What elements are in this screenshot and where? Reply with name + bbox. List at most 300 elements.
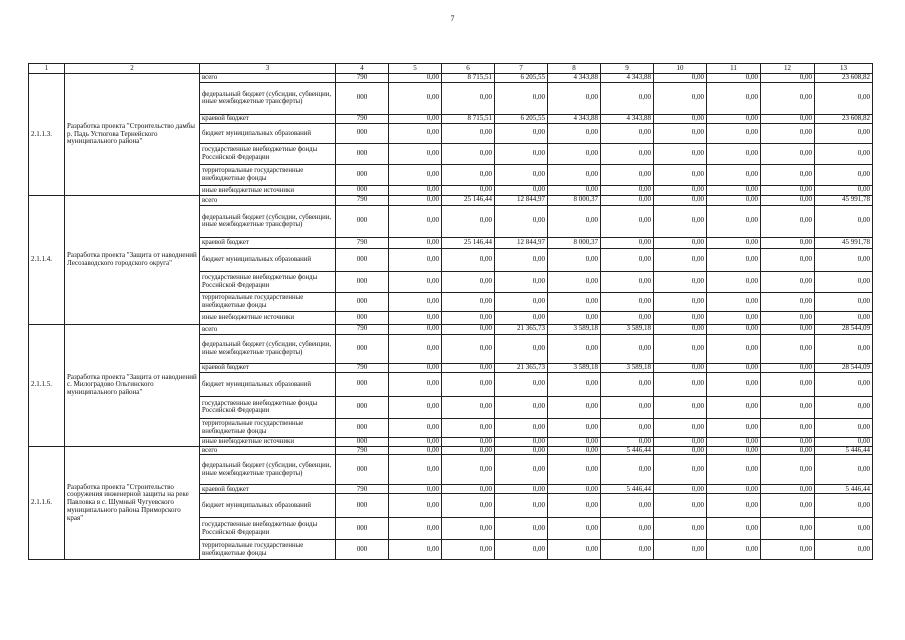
amount-cell: 0,00: [761, 164, 815, 185]
funding-source: государственные внебюджетные фонды Российской Федерации: [200, 271, 336, 292]
funding-source: всего: [200, 195, 336, 205]
funding-source: всего: [200, 74, 336, 83]
amount-cell: 0,00: [761, 324, 815, 334]
funding-source: федеральный бюджет (субсидии, субвенции, иные межбюджетные трансферты): [200, 455, 336, 485]
amount-cell: 0,00: [761, 82, 815, 114]
amount-cell: 0,00: [389, 292, 442, 311]
amount-cell: 0,00: [495, 485, 548, 494]
funding-source: иные внебюджетные источники: [200, 311, 336, 324]
funding-source: бюджет муниципальных образований: [200, 372, 336, 396]
amount-cell: 0,00: [707, 494, 761, 518]
amount-cell: 0,00: [442, 292, 495, 311]
amount-cell: 0,00: [707, 437, 761, 446]
funding-source: бюджет муниципальных образований: [200, 248, 336, 271]
amount-cell: 0,00: [389, 74, 442, 83]
amount-cell: 0,00: [495, 518, 548, 540]
budget-code: 000: [336, 437, 389, 446]
amount-cell: 0,00: [601, 437, 654, 446]
amount-cell: 0,00: [761, 363, 815, 372]
amount-cell: 0,00: [654, 437, 707, 446]
amount-cell: 0,00: [601, 123, 654, 143]
amount-cell: 0,00: [548, 485, 601, 494]
amount-cell: 0,00: [442, 185, 495, 195]
amount-cell: 0,00: [601, 396, 654, 418]
budget-code: 790: [336, 446, 389, 455]
funding-source: государственные внебюджетные фонды Российской Федерации: [200, 396, 336, 418]
amount-cell: 0,00: [442, 123, 495, 143]
amount-cell: 0,00: [654, 372, 707, 396]
item-title: Разработка проекта "Защита от наводнений с. Милоградово Ольгинского муниципального района": [65, 324, 200, 446]
item-index: 2.1.1.6.: [29, 446, 65, 560]
amount-cell: 0,00: [442, 164, 495, 185]
column-header: 9: [601, 64, 654, 74]
amount-cell: 0,00: [495, 494, 548, 518]
amount-cell: 0,00: [707, 195, 761, 205]
amount-cell: 6 205,55: [495, 114, 548, 123]
amount-cell: 8 000,37: [548, 195, 601, 205]
budget-code: 000: [336, 494, 389, 518]
amount-cell: 0,00: [761, 485, 815, 494]
amount-cell: 0,00: [707, 334, 761, 363]
budget-code: 790: [336, 74, 389, 83]
amount-cell: 0,00: [495, 205, 548, 237]
amount-cell: 0,00: [389, 114, 442, 123]
column-header: 13: [815, 64, 873, 74]
budget-code: 000: [336, 205, 389, 237]
amount-cell: 3 589,18: [548, 363, 601, 372]
amount-cell: 21 365,73: [495, 324, 548, 334]
amount-cell: 0,00: [442, 494, 495, 518]
amount-cell: 5 446,44: [601, 485, 654, 494]
amount-cell: 0,00: [654, 311, 707, 324]
budget-code: 790: [336, 237, 389, 248]
amount-cell: 0,00: [495, 248, 548, 271]
amount-cell: 0,00: [389, 396, 442, 418]
amount-cell: 0,00: [761, 396, 815, 418]
amount-cell: 0,00: [707, 82, 761, 114]
amount-cell: 0,00: [654, 334, 707, 363]
amount-cell: 0,00: [601, 334, 654, 363]
budget-code: 790: [336, 324, 389, 334]
amount-cell: 3 589,18: [601, 324, 654, 334]
funding-source: бюджет муниципальных образований: [200, 123, 336, 143]
amount-cell: 0,00: [495, 123, 548, 143]
amount-cell: 0,00: [495, 164, 548, 185]
amount-cell: 0,00: [442, 540, 495, 560]
amount-cell: 0,00: [707, 123, 761, 143]
table-row: [29, 74, 873, 83]
amount-cell: 0,00: [495, 396, 548, 418]
column-header: 8: [548, 64, 601, 74]
amount-cell: 0,00: [389, 446, 442, 455]
amount-cell: 0,00: [654, 418, 707, 437]
amount-cell: 0,00: [654, 248, 707, 271]
budget-code: 000: [336, 396, 389, 418]
amount-cell: 0,00: [707, 455, 761, 485]
column-header: 6: [442, 64, 495, 74]
amount-cell: 0,00: [389, 518, 442, 540]
amount-cell: 0,00: [707, 324, 761, 334]
amount-cell: 0,00: [548, 271, 601, 292]
amount-cell: 0,00: [707, 114, 761, 123]
column-header: 7: [495, 64, 548, 74]
amount-cell: 0,00: [654, 237, 707, 248]
amount-cell: 0,00: [601, 518, 654, 540]
amount-cell: 0,00: [815, 205, 873, 237]
budget-code: 000: [336, 540, 389, 560]
funding-source: федеральный бюджет (субсидии, субвенции, иные межбюджетные трансферты): [200, 334, 336, 363]
amount-cell: 0,00: [548, 494, 601, 518]
table-body: [29, 74, 873, 560]
amount-cell: 0,00: [654, 324, 707, 334]
amount-cell: 0,00: [815, 143, 873, 164]
amount-cell: 0,00: [495, 418, 548, 437]
amount-cell: 5 446,44: [815, 446, 873, 455]
amount-cell: 0,00: [389, 494, 442, 518]
budget-code: 790: [336, 195, 389, 205]
amount-cell: 0,00: [389, 185, 442, 195]
amount-cell: 0,00: [442, 82, 495, 114]
amount-cell: 0,00: [601, 418, 654, 437]
amount-cell: 0,00: [548, 205, 601, 237]
amount-cell: 0,00: [707, 418, 761, 437]
amount-cell: 0,00: [654, 143, 707, 164]
amount-cell: 0,00: [548, 372, 601, 396]
amount-cell: 5 446,44: [815, 485, 873, 494]
amount-cell: 4 343,88: [548, 74, 601, 83]
amount-cell: 8 715,51: [442, 74, 495, 83]
amount-cell: 0,00: [442, 372, 495, 396]
amount-cell: 3 589,18: [548, 324, 601, 334]
budget-code: 000: [336, 164, 389, 185]
amount-cell: 0,00: [389, 455, 442, 485]
amount-cell: 0,00: [495, 311, 548, 324]
amount-cell: 0,00: [389, 334, 442, 363]
amount-cell: 0,00: [548, 540, 601, 560]
amount-cell: 0,00: [707, 271, 761, 292]
amount-cell: 0,00: [548, 396, 601, 418]
amount-cell: 0,00: [548, 334, 601, 363]
amount-cell: 0,00: [442, 396, 495, 418]
amount-cell: 0,00: [495, 455, 548, 485]
amount-cell: 0,00: [707, 518, 761, 540]
table-row: [29, 324, 873, 334]
amount-cell: 0,00: [389, 205, 442, 237]
amount-cell: 0,00: [389, 324, 442, 334]
amount-cell: 45 991,78: [815, 195, 873, 205]
amount-cell: 0,00: [815, 540, 873, 560]
amount-cell: 0,00: [654, 185, 707, 195]
budget-code: 000: [336, 82, 389, 114]
amount-cell: 0,00: [389, 271, 442, 292]
amount-cell: 0,00: [495, 437, 548, 446]
amount-cell: 0,00: [761, 143, 815, 164]
budget-code: 000: [336, 248, 389, 271]
amount-cell: 0,00: [442, 418, 495, 437]
budget-code: 790: [336, 363, 389, 372]
budget-code: 790: [336, 485, 389, 494]
amount-cell: 0,00: [601, 205, 654, 237]
amount-cell: 12 844,97: [495, 195, 548, 205]
amount-cell: 0,00: [761, 311, 815, 324]
amount-cell: 0,00: [815, 164, 873, 185]
budget-code: 000: [336, 143, 389, 164]
item-index: 2.1.1.3.: [29, 74, 65, 196]
amount-cell: 0,00: [815, 437, 873, 446]
amount-cell: 0,00: [548, 437, 601, 446]
amount-cell: 0,00: [707, 540, 761, 560]
amount-cell: 0,00: [601, 164, 654, 185]
table-row: [29, 195, 873, 205]
item-title: Разработка проекта "Строительство сооружения инженерной защиты на реке Павловка в с. Шумный Чугуевского муниципального района Приморского края": [65, 446, 200, 560]
amount-cell: 0,00: [389, 485, 442, 494]
amount-cell: 0,00: [548, 185, 601, 195]
amount-cell: 3 589,18: [601, 363, 654, 372]
amount-cell: 0,00: [654, 205, 707, 237]
item-index: 2.1.1.5.: [29, 324, 65, 446]
amount-cell: 0,00: [654, 494, 707, 518]
amount-cell: 23 608,82: [815, 74, 873, 83]
amount-cell: 0,00: [761, 455, 815, 485]
amount-cell: 25 146,44: [442, 237, 495, 248]
amount-cell: 0,00: [442, 485, 495, 494]
amount-cell: 21 365,73: [495, 363, 548, 372]
amount-cell: 0,00: [761, 372, 815, 396]
amount-cell: 0,00: [442, 518, 495, 540]
amount-cell: 0,00: [761, 271, 815, 292]
amount-cell: 0,00: [654, 74, 707, 83]
amount-cell: 0,00: [442, 311, 495, 324]
amount-cell: 0,00: [495, 185, 548, 195]
amount-cell: 0,00: [761, 518, 815, 540]
amount-cell: 0,00: [707, 164, 761, 185]
amount-cell: 0,00: [601, 455, 654, 485]
amount-cell: 0,00: [761, 185, 815, 195]
amount-cell: 0,00: [707, 363, 761, 372]
amount-cell: 0,00: [495, 540, 548, 560]
column-header: 1: [29, 64, 65, 74]
amount-cell: 0,00: [654, 455, 707, 485]
amount-cell: 0,00: [707, 396, 761, 418]
amount-cell: 0,00: [442, 205, 495, 237]
budget-code: 000: [336, 123, 389, 143]
amount-cell: 0,00: [601, 494, 654, 518]
funding-source: краевой бюджет: [200, 114, 336, 123]
amount-cell: 6 205,55: [495, 74, 548, 83]
amount-cell: 0,00: [389, 143, 442, 164]
amount-cell: 23 608,82: [815, 114, 873, 123]
amount-cell: 0,00: [442, 248, 495, 271]
amount-cell: 4 343,88: [601, 114, 654, 123]
page-number: 7: [450, 14, 455, 23]
amount-cell: 0,00: [761, 446, 815, 455]
amount-cell: 0,00: [707, 292, 761, 311]
amount-cell: 0,00: [389, 372, 442, 396]
amount-cell: 0,00: [707, 205, 761, 237]
budget-code: 000: [336, 311, 389, 324]
amount-cell: 0,00: [761, 74, 815, 83]
amount-cell: 0,00: [815, 334, 873, 363]
amount-cell: 0,00: [707, 311, 761, 324]
column-header: 2: [65, 64, 200, 74]
column-header: 11: [707, 64, 761, 74]
funding-source: краевой бюджет: [200, 237, 336, 248]
column-header: 12: [761, 64, 815, 74]
amount-cell: 0,00: [495, 271, 548, 292]
amount-cell: 0,00: [707, 74, 761, 83]
amount-cell: 0,00: [495, 143, 548, 164]
amount-cell: 0,00: [601, 248, 654, 271]
amount-cell: 0,00: [815, 185, 873, 195]
amount-cell: 0,00: [548, 143, 601, 164]
amount-cell: 0,00: [389, 123, 442, 143]
amount-cell: 0,00: [815, 455, 873, 485]
amount-cell: 0,00: [815, 292, 873, 311]
amount-cell: 4 343,88: [548, 114, 601, 123]
budget-code: 000: [336, 418, 389, 437]
budget-code: 000: [336, 455, 389, 485]
amount-cell: 0,00: [389, 248, 442, 271]
column-header: 3: [200, 64, 336, 74]
amount-cell: 0,00: [707, 372, 761, 396]
funding-source: территориальные государственные внебюджетные фонды: [200, 292, 336, 311]
column-header: 10: [654, 64, 707, 74]
amount-cell: 28 544,09: [815, 324, 873, 334]
amount-cell: 28 544,09: [815, 363, 873, 372]
amount-cell: 0,00: [601, 82, 654, 114]
amount-cell: 0,00: [707, 485, 761, 494]
amount-cell: 0,00: [601, 271, 654, 292]
amount-cell: 4 343,88: [601, 74, 654, 83]
amount-cell: 0,00: [761, 195, 815, 205]
funding-source: государственные внебюджетные фонды Российской Федерации: [200, 143, 336, 164]
amount-cell: 0,00: [495, 334, 548, 363]
funding-source: иные внебюджетные источники: [200, 437, 336, 446]
amount-cell: 8 715,51: [442, 114, 495, 123]
amount-cell: 0,00: [495, 292, 548, 311]
amount-cell: 0,00: [654, 396, 707, 418]
amount-cell: 0,00: [815, 518, 873, 540]
amount-cell: 0,00: [761, 437, 815, 446]
amount-cell: 0,00: [442, 437, 495, 446]
amount-cell: 0,00: [495, 372, 548, 396]
amount-cell: 0,00: [601, 237, 654, 248]
amount-cell: 0,00: [601, 311, 654, 324]
table-row: [29, 446, 873, 455]
amount-cell: 0,00: [601, 372, 654, 396]
amount-cell: 5 446,44: [601, 446, 654, 455]
funding-source: иные внебюджетные источники: [200, 185, 336, 195]
budget-code: 790: [336, 114, 389, 123]
amount-cell: 0,00: [815, 494, 873, 518]
funding-source: всего: [200, 446, 336, 455]
amount-cell: 0,00: [761, 418, 815, 437]
amount-cell: 0,00: [761, 334, 815, 363]
amount-cell: 0,00: [442, 446, 495, 455]
amount-cell: 0,00: [389, 237, 442, 248]
amount-cell: 0,00: [654, 518, 707, 540]
amount-cell: 0,00: [442, 334, 495, 363]
amount-cell: 0,00: [761, 123, 815, 143]
funding-source: краевой бюджет: [200, 485, 336, 494]
item-index: 2.1.1.4.: [29, 195, 65, 324]
amount-cell: 0,00: [548, 311, 601, 324]
amount-cell: 0,00: [815, 311, 873, 324]
amount-cell: 0,00: [761, 248, 815, 271]
funding-source: территориальные государственные внебюджетные фонды: [200, 418, 336, 437]
amount-cell: 0,00: [815, 82, 873, 114]
amount-cell: 45 991,78: [815, 237, 873, 248]
amount-cell: 0,00: [548, 82, 601, 114]
column-header: 4: [336, 64, 389, 74]
amount-cell: 0,00: [389, 164, 442, 185]
amount-cell: 0,00: [601, 143, 654, 164]
budget-code: 000: [336, 372, 389, 396]
amount-cell: 0,00: [654, 82, 707, 114]
table-header: [29, 64, 873, 74]
amount-cell: 0,00: [601, 195, 654, 205]
item-title: Разработка проекта "Строительство дамбы р. Падь Устюгова Тернейского муниципального района": [65, 74, 200, 196]
amount-cell: 0,00: [442, 324, 495, 334]
amount-cell: 0,00: [548, 446, 601, 455]
header-row: [29, 64, 873, 74]
amount-cell: 8 000,37: [548, 237, 601, 248]
amount-cell: 0,00: [389, 540, 442, 560]
amount-cell: 0,00: [654, 485, 707, 494]
amount-cell: 0,00: [548, 123, 601, 143]
funding-source: территориальные государственные внебюджетные фонды: [200, 540, 336, 560]
amount-cell: 0,00: [442, 271, 495, 292]
amount-cell: 0,00: [654, 271, 707, 292]
amount-cell: 0,00: [761, 292, 815, 311]
amount-cell: 0,00: [654, 363, 707, 372]
amount-cell: 0,00: [442, 143, 495, 164]
amount-cell: 0,00: [442, 455, 495, 485]
funding-source: краевой бюджет: [200, 363, 336, 372]
amount-cell: 0,00: [389, 437, 442, 446]
amount-cell: 0,00: [548, 164, 601, 185]
amount-cell: 0,00: [654, 446, 707, 455]
amount-cell: 0,00: [654, 123, 707, 143]
amount-cell: 0,00: [442, 363, 495, 372]
amount-cell: 0,00: [707, 185, 761, 195]
budget-code: 000: [336, 334, 389, 363]
amount-cell: 0,00: [548, 418, 601, 437]
amount-cell: 0,00: [761, 114, 815, 123]
amount-cell: 0,00: [761, 494, 815, 518]
amount-cell: 0,00: [815, 248, 873, 271]
amount-cell: 0,00: [389, 418, 442, 437]
amount-cell: 0,00: [815, 418, 873, 437]
amount-cell: 0,00: [654, 164, 707, 185]
funding-source: государственные внебюджетные фонды Российской Федерации: [200, 518, 336, 540]
budget-code: 000: [336, 292, 389, 311]
amount-cell: 0,00: [389, 195, 442, 205]
funding-source: бюджет муниципальных образований: [200, 494, 336, 518]
amount-cell: 0,00: [707, 446, 761, 455]
amount-cell: 0,00: [495, 446, 548, 455]
amount-cell: 0,00: [548, 518, 601, 540]
funding-source: федеральный бюджет (субсидии, субвенции, иные межбюджетные трансферты): [200, 205, 336, 237]
budget-code: 000: [336, 271, 389, 292]
column-header: 5: [389, 64, 442, 74]
amount-cell: 0,00: [389, 363, 442, 372]
amount-cell: 0,00: [761, 237, 815, 248]
amount-cell: 0,00: [654, 114, 707, 123]
amount-cell: 0,00: [815, 123, 873, 143]
funding-source: всего: [200, 324, 336, 334]
budget-table: [28, 63, 873, 560]
